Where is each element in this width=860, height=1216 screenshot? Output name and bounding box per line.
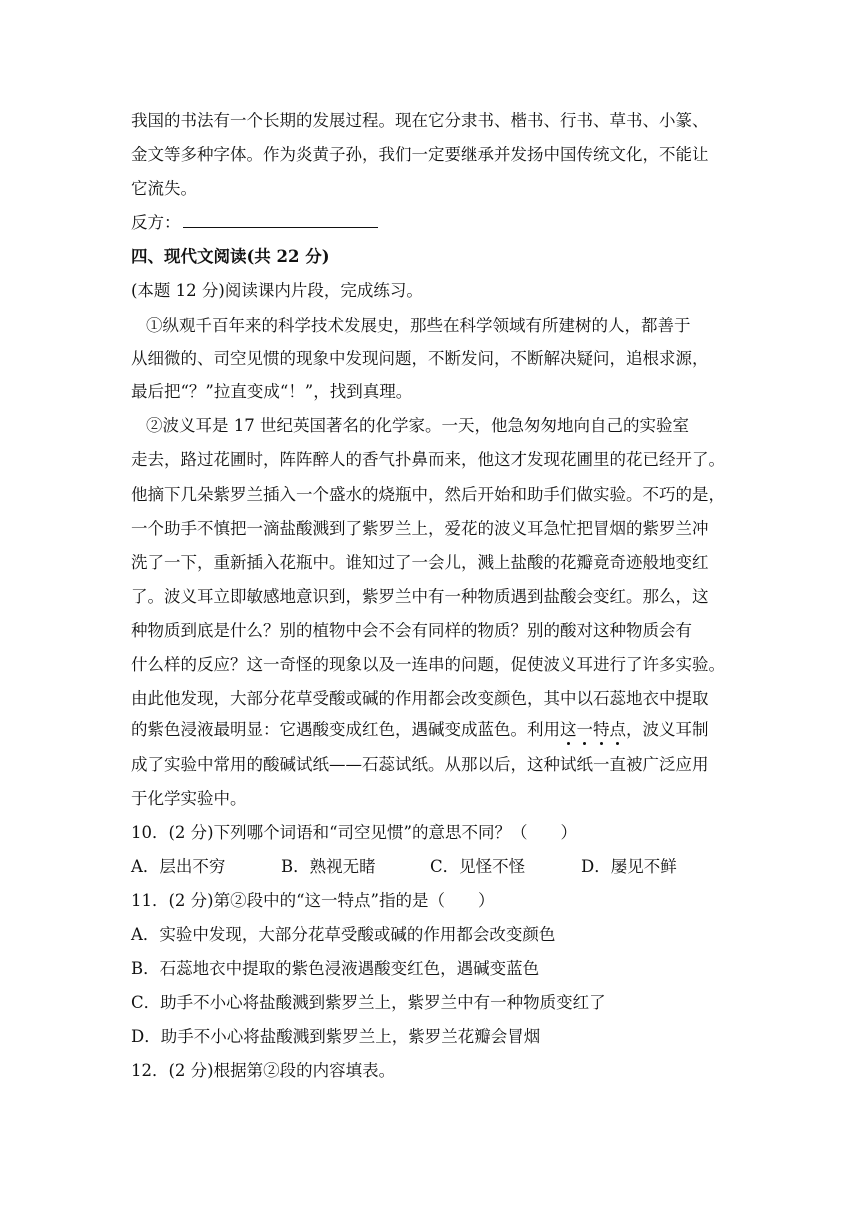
question-12-stem: 12．(2 分)根据第②段的内容填表。 — [131, 1061, 396, 1080]
q11-option-a[interactable]: A．实验中发现，大部分花草受酸或碱的作用都会改变颜色 — [131, 925, 556, 944]
passage-line: 他摘下几朵紫罗兰插入一个盛水的烧瓶中，然后开始和助手们做实验。不巧的是， — [131, 485, 725, 504]
passage-line: ②波义耳是 17 世纪英国著名的化学家。一天，他急匆匆地向自己的实验室 — [146, 416, 689, 435]
q10-option-c[interactable]: C．见怪不怪 — [430, 857, 526, 876]
q10-option-b[interactable]: B．熟视无睹 — [281, 857, 376, 876]
q10-option-a[interactable]: A．层出不穷 — [131, 857, 226, 876]
emphasis-char: 这 — [560, 720, 577, 739]
passage-line: 于化学实验中。 — [131, 789, 247, 808]
passage-line: 了。波义耳立即敏感地意识到，紫罗兰中有一种物质遇到盐酸会变红。那么，这 — [131, 587, 709, 606]
fan-answer-line — [131, 212, 378, 234]
passage-line: 种物质到底是什么？别的植物中会不会有同样的物质？别的酸对这种物质会有 — [131, 621, 692, 640]
answer-blank[interactable] — [183, 212, 378, 228]
passage-line-emphasis — [131, 719, 709, 741]
question-10-stem: 10．(2 分)下列哪个词语和“司空见惯”的意思不同？（ ） — [131, 823, 577, 842]
q11-option-b[interactable]: B．石蕊地衣中提取的紫色浸液遇酸变红色，遇碱变蓝色 — [131, 959, 540, 978]
passage-line: 成了实验中常用的酸碱试纸——石蕊试纸。从那以后，这种试纸一直被广泛应用 — [131, 755, 709, 774]
passage-line: 最后把“？”拉直变成“！”，找到真理。 — [131, 382, 413, 401]
passage-line: ①纵观千百年来的科学技术发展史，那些在科学领域有所建树的人，都善于 — [146, 316, 691, 335]
section-title: 四、现代文阅读(共 22 分) — [131, 247, 330, 266]
passage-text: 的紫色浸液最明显：它遇酸变成红色，遇碱变成蓝色。利用 — [131, 720, 560, 739]
question-11-stem: 11．(2 分)第②段中的“这一特点”指的是（ ） — [131, 891, 495, 910]
q10-option-d[interactable]: D．屡见不鲜 — [581, 857, 677, 876]
q11-option-d[interactable]: D．助手不小心将盐酸溅到紫罗兰上，紫罗兰花瓣会冒烟 — [131, 1027, 541, 1046]
passage-line: 什么样的反应？这一奇怪的现象以及一连串的问题，促使波义耳进行了许多实验。 — [131, 655, 725, 674]
passage-line: 由此他发现，大部分花草受酸或碱的作用都会改变颜色，其中以石蕊地衣中提取 — [131, 689, 709, 708]
passage-text: ，波义耳制 — [626, 720, 709, 739]
emphasized-phrase — [560, 720, 626, 739]
passage-line: 从细微的、司空见惯的现象中发现问题，不断发问，不断解决疑问，追根求源， — [131, 349, 709, 368]
intro-line: 我国的书法有一个长期的发展过程。现在它分隶书、楷书、行书、草书、小篆、 — [131, 111, 709, 130]
emphasis-char: 点 — [609, 720, 626, 739]
emphasis-char: 特 — [593, 720, 610, 739]
q11-option-c[interactable]: C．助手不小心将盐酸溅到紫罗兰上，紫罗兰中有一种物质变红了 — [131, 993, 606, 1012]
section-instruction: (本题 12 分)阅读课内片段，完成练习。 — [131, 281, 423, 300]
passage-line: 走去，路过花圃时，阵阵醉人的香气扑鼻而来，他这才发现花圃里的花已经开了。 — [131, 450, 725, 469]
passage-line: 一个助手不慎把一滴盐酸溅到了紫罗兰上，爱花的波义耳急忙把冒烟的紫罗兰冲 — [131, 519, 709, 538]
intro-line: 它流失。 — [131, 179, 197, 198]
intro-line: 金文等多种字体。作为炎黄子孙，我们一定要继承并发扬中国传统文化，不能让 — [131, 145, 709, 164]
passage-line: 洗了一下，重新插入花瓶中。谁知过了一会儿，溅上盐酸的花瓣竟奇迹般地变红 — [131, 553, 709, 572]
emphasis-char: 一 — [576, 720, 593, 739]
fan-label: 反方： — [131, 213, 181, 232]
